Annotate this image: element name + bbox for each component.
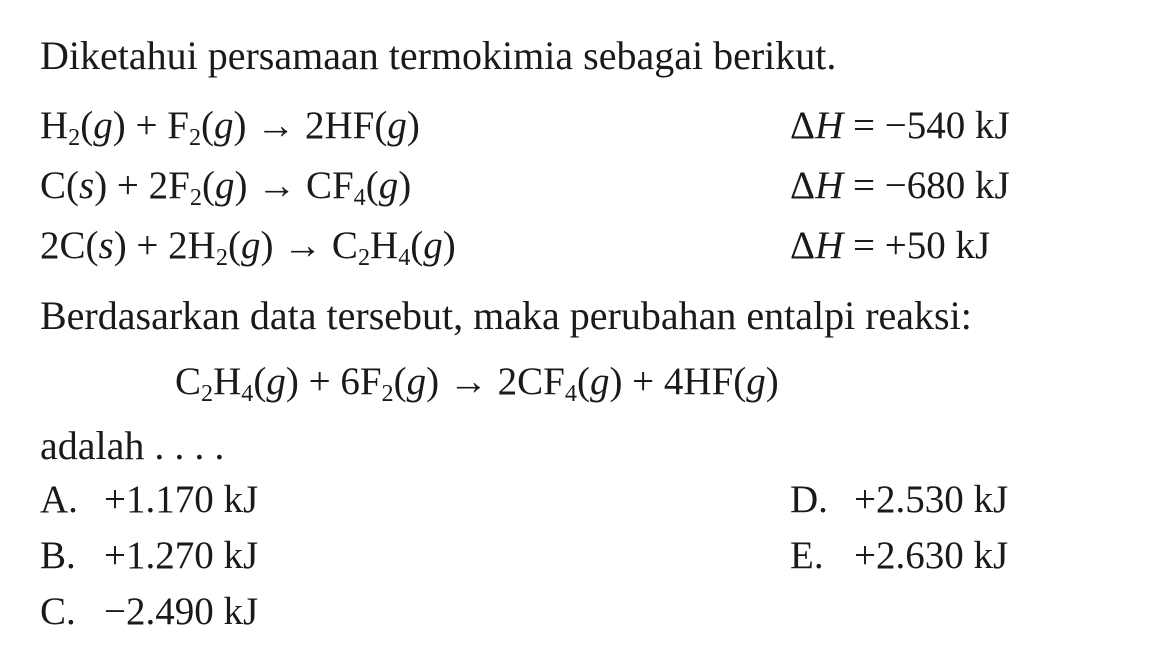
option-b[interactable] xyxy=(40,536,258,575)
option-d-letter: D. xyxy=(790,478,828,521)
option-b-letter: B. xyxy=(40,534,76,577)
option-e-letter: E. xyxy=(790,534,824,577)
option-e[interactable] xyxy=(790,536,1008,575)
option-e-value: +2.630 kJ xyxy=(854,534,1009,577)
option-d-value: +2.530 kJ xyxy=(854,478,1009,521)
option-c[interactable] xyxy=(40,592,258,631)
option-c-letter: C. xyxy=(40,590,76,633)
enthalpy-2: ΔH = −680 kJ xyxy=(790,164,1010,207)
equation-1: $H_2(g) + F_2(g) \to 2HF(g)$ xyxy=(40,104,420,151)
enthalpy-1: ΔH = −540 kJ xyxy=(790,104,1010,147)
option-d[interactable] xyxy=(790,480,1008,519)
target-reaction: $C_2H_4(g) + 6F_2(g) \to 2CF_4(g) + 4HF(g)$ xyxy=(175,360,779,407)
ending-text: adalah . . . . xyxy=(40,423,225,468)
option-c-value: −2.490 kJ xyxy=(104,590,259,633)
intro-text: Diketahui persamaan termokimia sebagai berikut. xyxy=(40,33,837,78)
equation-3: $2C(s) + 2H_2(g) \to C_2H_4(g)$ xyxy=(40,224,456,271)
option-a-letter: A. xyxy=(40,478,78,521)
option-b-value: +1.270 kJ xyxy=(104,534,259,577)
question-text: Berdasarkan data tersebut, maka perubahan entalpi reaksi: xyxy=(40,293,972,338)
option-a-value: +1.170 kJ xyxy=(104,478,259,521)
enthalpy-3: ΔH = +50 kJ xyxy=(790,224,991,267)
equation-2: $C(s) + 2F_2(g) \to CF_4(g)$ xyxy=(40,164,412,211)
option-a[interactable] xyxy=(40,480,258,519)
